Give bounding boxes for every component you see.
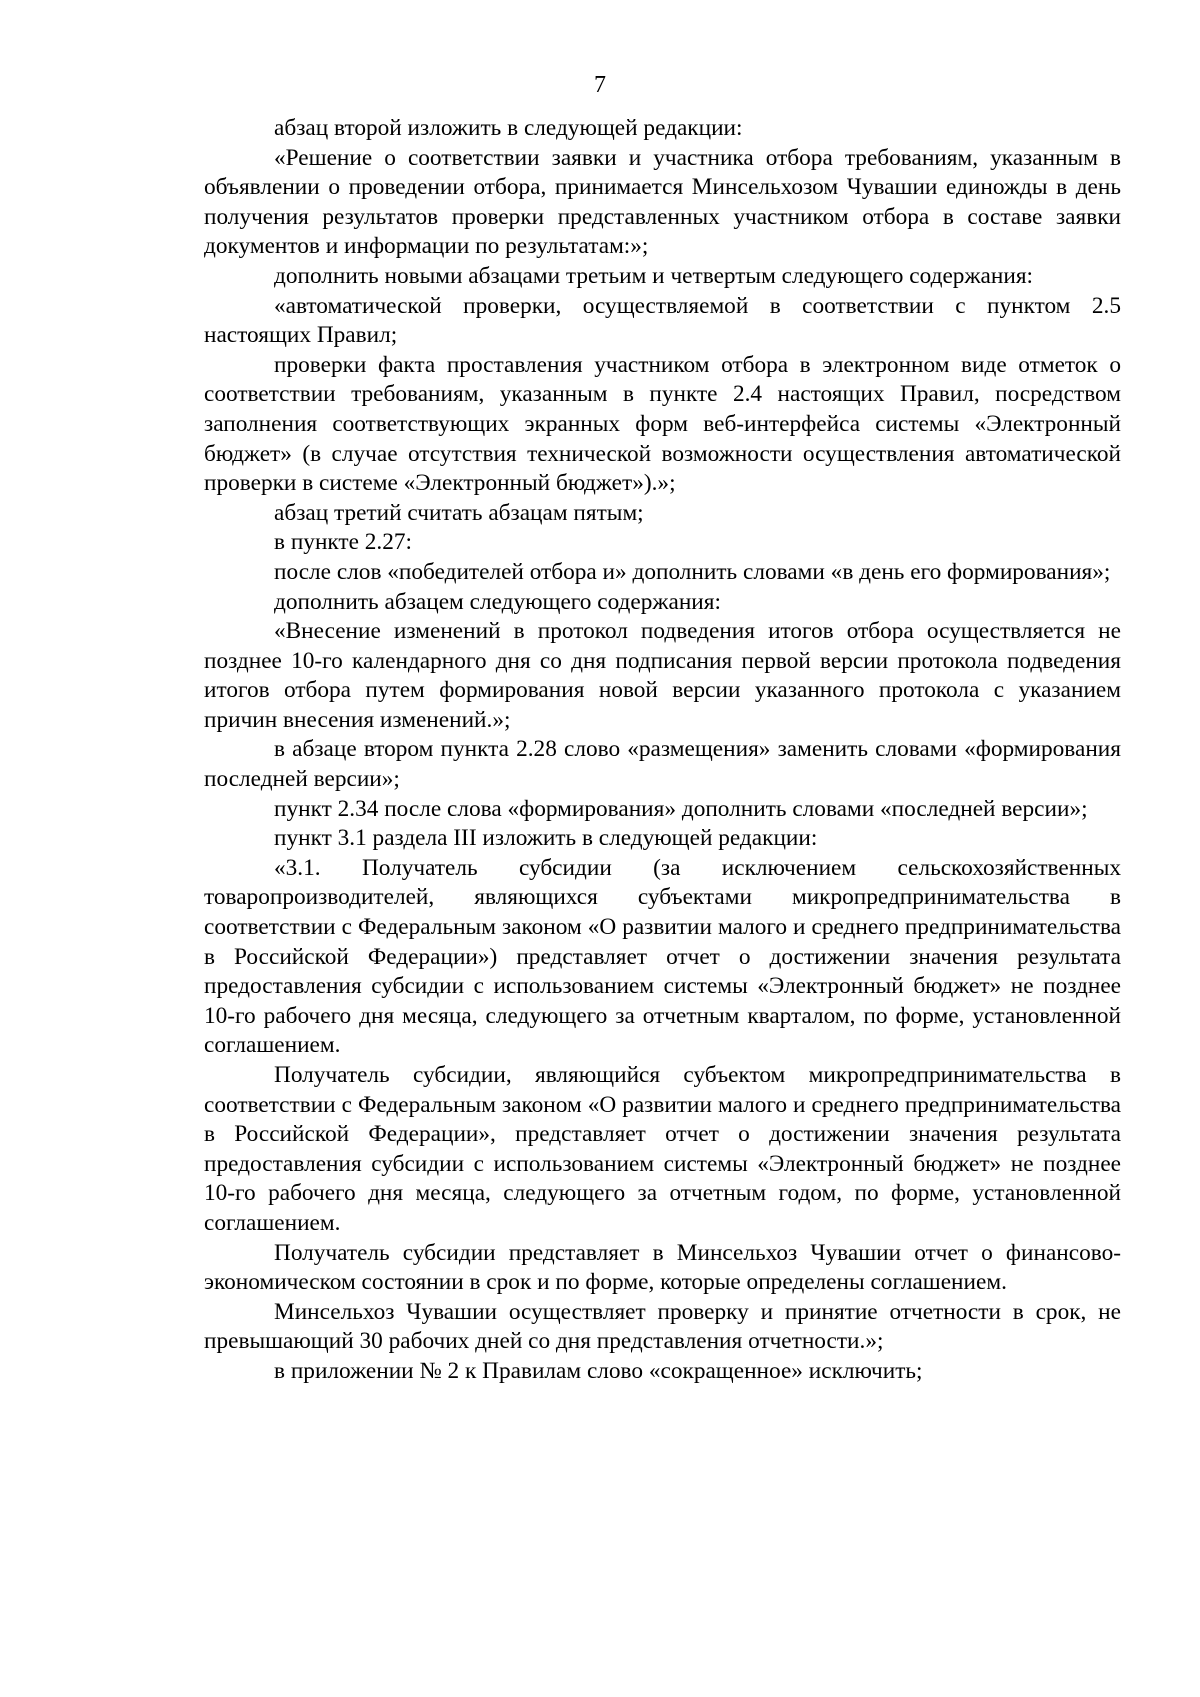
paragraph: пункт 3.1 раздела III изложить в следующей редакции:	[274, 825, 818, 852]
paragraph: пункт 2.34 после слова «формирования» дополнить словами «последней версии»;	[274, 795, 1088, 822]
paragraph: «Решение о соответствии заявки и участника отбора требованиям, указанным в объявлении о проведении отбора, принимается Минсельхозом Чувашии единожды в день получения результатов проверки представленных участником отбора в составе заявки документов и информации по результатам:»;	[204, 144, 1121, 260]
paragraph: «автоматической проверки, осуществляемой в соответствии с пунктом 2.5 настоящих Правил;	[204, 292, 1121, 349]
document-body	[204, 114, 1121, 1387]
paragraph: абзац третий считать абзацам пятым;	[274, 499, 644, 526]
paragraph: в пункте 2.27:	[274, 529, 413, 556]
paragraph: дополнить новыми абзацами третьим и четвертым следующего содержания:	[274, 262, 1034, 289]
paragraph: дополнить абзацем следующего содержания:	[274, 588, 721, 615]
paragraph: Минсельхоз Чувашии осуществляет проверку и принятие отчетности в срок, не превышающий 30 рабочих дней со дня представления отчетности.»;	[204, 1298, 1121, 1355]
paragraph: абзац второй изложить в следующей редакции:	[274, 115, 743, 141]
paragraph: Получатель субсидии представляет в Минсельхоз Чувашии отчет о финансово-экономическом состоянии в срок и по форме, которые определены соглашением.	[204, 1239, 1121, 1296]
paragraph: после слов «победителей отбора и» дополнить словами «в день его формирования»;	[274, 558, 1111, 585]
paragraph: «Внесение изменений в протокол подведения итогов отбора осуществляется не позднее 10-го календарного дня со дня подписания первой версии протокола подведения итогов отбора путем формирования новой версии указанного протокола с указанием причин внесения изменений.»;	[204, 618, 1121, 733]
paragraph: «3.1. Получатель субсидии (за исключением сельскохозяйственных товаропроизводителей, являющихся субъектами микропредпринимательства в соответствии с Федеральным законом «О развитии малого и среднего предпринимательства в Российской Федерации») представляет отчет о достижении значения результата предоставления субсидии с использованием системы «Электронный бюджет» не позднее 10-го рабочего дня месяца, следующего за отчетным кварталом, по форме, установленной соглашением.	[204, 854, 1121, 1059]
paragraph: Получатель субсидии, являющийся субъектом микропредпринимательства в соответствии с Федеральным законом «О развитии малого и среднего предпринимательства в Российской Федерации», представляет отчет о достижении значения результата предоставления субсидии с использованием системы «Электронный бюджет» не позднее 10-го рабочего дня месяца, следующего за отчетным годом, по форме, установленной соглашением.	[204, 1062, 1121, 1236]
paragraph: проверки факта проставления участником отбора в электронном виде отметок о соответствии требованиям, указанным в пункте 2.4 настоящих Правил, посредством заполнения соответствующих экранных форм веб-интерфейса системы «Электронный бюджет» (в случае отсутствия технической возможности осуществления автоматической проверки в системе «Электронный бюджет»).»;	[204, 351, 1121, 497]
paragraph: в абзаце втором пункта 2.28 слово «размещения» заменить словами «формирования последней версии»;	[204, 736, 1121, 793]
paragraph: в приложении № 2 к Правилам слово «сокращенное» исключить;	[274, 1357, 923, 1384]
page-number: 7	[594, 72, 606, 98]
